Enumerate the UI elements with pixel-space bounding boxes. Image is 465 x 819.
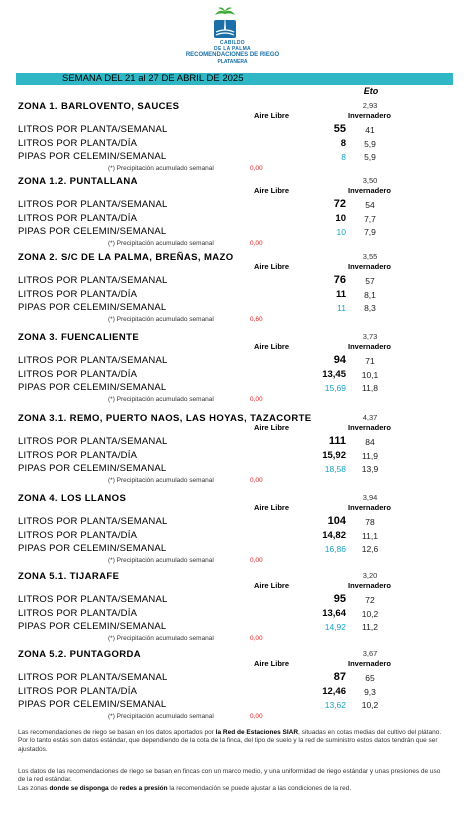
col-aire-libre: Aire Libre	[254, 423, 290, 432]
precip-value: 0,00	[250, 557, 263, 564]
inv-litros-semana: 57	[365, 276, 375, 286]
inv-pipas: 12,6	[361, 544, 379, 554]
precip-label: (*) Precipitación acumulado semanal	[108, 165, 214, 172]
inv-litros-semana: 65	[365, 673, 375, 683]
precip-label: (*) Precipitación acumulado semanal	[108, 396, 214, 403]
precip-label: (*) Precipitación acumulado semanal	[108, 240, 214, 247]
col-aire-libre: Aire Libre	[254, 659, 290, 668]
aire-pipas: 11	[337, 303, 346, 313]
precip-value: 0,00	[250, 396, 263, 403]
aire-litros-dia: 14,82	[322, 530, 346, 541]
logo-cabildo: CABILDO	[220, 40, 245, 46]
inv-litros-dia: 11,1	[362, 531, 378, 541]
zone-block	[0, 101, 465, 181]
row-label-litros-dia: LITROS POR PLANTA/DÍA	[18, 450, 138, 461]
inv-litros-dia: 10,1	[361, 370, 379, 380]
zone-block	[0, 493, 465, 573]
inv-litros-semana: 41	[365, 125, 375, 135]
row-label-pipas: PIPAS POR CELEMIN/SEMANAL	[18, 151, 167, 162]
aire-litros-semana: 87	[333, 671, 346, 683]
zone-block	[0, 571, 465, 651]
inv-pipas: 5,9	[364, 152, 376, 162]
precip-value: 0,00	[250, 713, 263, 720]
doc-subtitle: PLATANERA	[217, 59, 248, 65]
zone-eto: 2,93	[362, 101, 378, 110]
aire-litros-semana: 55	[333, 123, 346, 135]
aire-litros-dia: 11	[335, 289, 346, 300]
aire-litros-dia: 8	[340, 138, 346, 149]
footer-bold: redes a presión	[119, 785, 168, 792]
inv-litros-dia: 5,9	[364, 139, 376, 149]
zone-block	[0, 649, 465, 729]
zone-name: ZONA 2. S/C DE LA PALMA, BREÑAS, MAZO	[18, 252, 234, 263]
zone-eto: 3,73	[362, 332, 378, 341]
aire-litros-dia: 10	[335, 213, 346, 224]
row-label-pipas: PIPAS POR CELEMIN/SEMANAL	[18, 463, 167, 474]
col-aire-libre: Aire Libre	[254, 111, 290, 120]
eto-header: Eto	[363, 86, 379, 96]
inv-litros-semana: 54	[365, 200, 375, 210]
row-label-litros-dia: LITROS POR PLANTA/DÍA	[18, 686, 138, 697]
inv-pipas: 11,8	[362, 383, 378, 393]
col-invernadero: Invernadero	[348, 423, 391, 432]
row-label-litros-semana: LITROS POR PLANTA/SEMANAL	[18, 516, 168, 527]
aire-litros-dia: 15,92	[322, 450, 346, 461]
zone-name: ZONA 4. LOS LLANOS	[18, 493, 127, 504]
inv-litros-dia: 8,1	[364, 290, 376, 300]
footer-text: la recomendación se puede ajustar a las condiciones de la red.	[167, 785, 352, 792]
doc-title: RECOMENDACIONES DE RIEGO	[185, 52, 280, 58]
inv-pipas: 7,9	[364, 227, 376, 237]
zone-name: ZONA 1. BARLOVENTO, SAUCES	[18, 101, 180, 112]
col-aire-libre: Aire Libre	[254, 262, 290, 271]
aire-litros-dia: 13,45	[322, 369, 346, 380]
col-invernadero: Invernadero	[348, 581, 391, 590]
header	[0, 4, 465, 74]
aire-litros-dia: 12,46	[322, 686, 346, 697]
week-banner	[16, 73, 453, 85]
footer-note-2	[18, 768, 448, 785]
precip-label: (*) Precipitación acumulado semanal	[108, 635, 214, 642]
zone-name: ZONA 3. FUENCALIENTE	[18, 332, 140, 343]
logo-isla: DE LA PALMA	[214, 46, 251, 52]
zone-name: ZONA 1.2. PUNTALLANA	[18, 176, 138, 187]
precip-label: (*) Precipitación acumulado semanal	[108, 713, 214, 720]
aire-litros-semana: 95	[333, 593, 346, 605]
aire-litros-semana: 94	[333, 354, 346, 366]
col-aire-libre: Aire Libre	[254, 503, 290, 512]
row-label-pipas: PIPAS POR CELEMIN/SEMANAL	[18, 621, 167, 632]
col-invernadero: Invernadero	[348, 503, 391, 512]
precip-value: 0,00	[250, 635, 263, 642]
row-label-litros-dia: LITROS POR PLANTA/DÍA	[18, 369, 138, 380]
precip-label: (*) Precipitación acumulado semanal	[108, 316, 214, 323]
footer-text: , situadas en cotas medias del cultivo del plátano. Por lo tanto estás son datos estándar, que dependiendo de la cota de la finca, del tipo de suelo y la red de suministro estos datos tendrán que ser ajustados.	[18, 729, 442, 753]
row-label-litros-dia: LITROS POR PLANTA/DÍA	[18, 289, 138, 300]
inv-litros-dia: 10,2	[361, 609, 379, 619]
zone-name: ZONA 3.1. REMO, PUERTO NAOS, LAS HOYAS, TAZACORTE	[18, 413, 312, 424]
inv-litros-semana: 84	[365, 437, 375, 447]
zone-block	[0, 176, 465, 256]
inv-litros-semana: 72	[365, 595, 375, 605]
footer-text: Las zonas	[18, 785, 50, 792]
col-aire-libre: Aire Libre	[254, 581, 290, 590]
aire-pipas: 15,69	[324, 383, 346, 393]
week-label: SEMANA DEL 21 al 27 DE ABRIL DE 2025	[62, 73, 244, 84]
row-label-pipas: PIPAS POR CELEMIN/SEMANAL	[18, 226, 167, 237]
col-invernadero: Invernadero	[348, 111, 391, 120]
footer-bold: la Red de Estaciones SIAR	[215, 729, 299, 736]
inv-litros-semana: 78	[365, 517, 375, 527]
precip-value: 0,00	[250, 477, 263, 484]
aire-pipas: 8	[341, 152, 346, 162]
zone-eto: 3,55	[362, 252, 378, 261]
aire-pipas: 13,62	[324, 700, 346, 710]
zone-name: ZONA 5.1. TIJARAFE	[18, 571, 120, 582]
zone-block	[0, 332, 465, 412]
palm-tree-logo-icon	[213, 6, 237, 40]
aire-litros-semana: 104	[327, 515, 346, 527]
precip-value: 0,00	[250, 240, 263, 247]
inv-litros-dia: 9,3	[364, 687, 376, 697]
footer-text: Los datos de las recomendaciones de riego se basan en fincas con un marco medio, y una uniformidad de riego estándar y unas presiones de uso de la red estándar.	[18, 768, 441, 784]
footer-note-3	[18, 785, 448, 793]
row-label-litros-dia: LITROS POR PLANTA/DÍA	[18, 213, 138, 224]
row-label-litros-semana: LITROS POR PLANTA/SEMANAL	[18, 275, 168, 286]
zone-eto: 3,50	[362, 176, 378, 185]
zone-eto: 3,94	[362, 493, 378, 502]
zone-block	[0, 413, 465, 493]
aire-litros-semana: 76	[333, 274, 346, 286]
row-label-pipas: PIPAS POR CELEMIN/SEMANAL	[18, 543, 167, 554]
row-label-pipas: PIPAS POR CELEMIN/SEMANAL	[18, 699, 167, 710]
inv-litros-dia: 11,9	[362, 451, 378, 461]
inv-litros-dia: 7,7	[364, 214, 376, 224]
precip-value: 0,60	[250, 316, 263, 323]
aire-pipas: 14,92	[324, 622, 346, 632]
row-label-pipas: PIPAS POR CELEMIN/SEMANAL	[18, 302, 167, 313]
precip-value: 0,00	[250, 165, 263, 172]
inv-pipas: 13,9	[361, 464, 379, 474]
row-label-litros-semana: LITROS POR PLANTA/SEMANAL	[18, 672, 168, 683]
row-label-litros-semana: LITROS POR PLANTA/SEMANAL	[18, 436, 168, 447]
zone-name: ZONA 5.2. PUNTAGORDA	[18, 649, 142, 660]
inv-pipas: 10,2	[361, 700, 379, 710]
zone-eto: 3,67	[362, 649, 378, 658]
row-label-litros-dia: LITROS POR PLANTA/DÍA	[18, 138, 138, 149]
footer-bold: donde se disponga	[49, 785, 109, 792]
zone-eto: 4,37	[362, 413, 378, 422]
zone-eto: 3,20	[362, 571, 378, 580]
col-aire-libre: Aire Libre	[254, 342, 290, 351]
inv-litros-semana: 71	[365, 356, 375, 366]
col-aire-libre: Aire Libre	[254, 186, 290, 195]
row-label-litros-dia: LITROS POR PLANTA/DÍA	[18, 530, 138, 541]
row-label-litros-semana: LITROS POR PLANTA/SEMANAL	[18, 124, 168, 135]
precip-label: (*) Precipitación acumulado semanal	[108, 557, 214, 564]
col-invernadero: Invernadero	[348, 262, 391, 271]
inv-pipas: 8,3	[364, 303, 376, 313]
col-invernadero: Invernadero	[348, 342, 391, 351]
aire-litros-semana: 72	[333, 198, 346, 210]
row-label-pipas: PIPAS POR CELEMIN/SEMANAL	[18, 382, 167, 393]
footer-text: Las recomendaciones de riego se basan en los datos aportados por	[18, 729, 216, 736]
aire-litros-semana: 111	[328, 435, 346, 447]
aire-pipas: 16,86	[324, 544, 346, 554]
col-invernadero: Invernadero	[348, 659, 391, 668]
inv-pipas: 11,2	[362, 622, 378, 632]
footer-note-1	[18, 729, 448, 754]
row-label-litros-semana: LITROS POR PLANTA/SEMANAL	[18, 355, 168, 366]
row-label-litros-semana: LITROS POR PLANTA/SEMANAL	[18, 594, 168, 605]
aire-pipas: 10	[336, 227, 346, 237]
zone-block	[0, 252, 465, 332]
aire-litros-dia: 13,64	[322, 608, 346, 619]
col-invernadero: Invernadero	[348, 186, 391, 195]
row-label-litros-semana: LITROS POR PLANTA/SEMANAL	[18, 199, 168, 210]
footer-text: de	[108, 785, 120, 792]
precip-label: (*) Precipitación acumulado semanal	[108, 477, 214, 484]
aire-pipas: 18,58	[324, 464, 346, 474]
row-label-litros-dia: LITROS POR PLANTA/DÍA	[18, 608, 138, 619]
